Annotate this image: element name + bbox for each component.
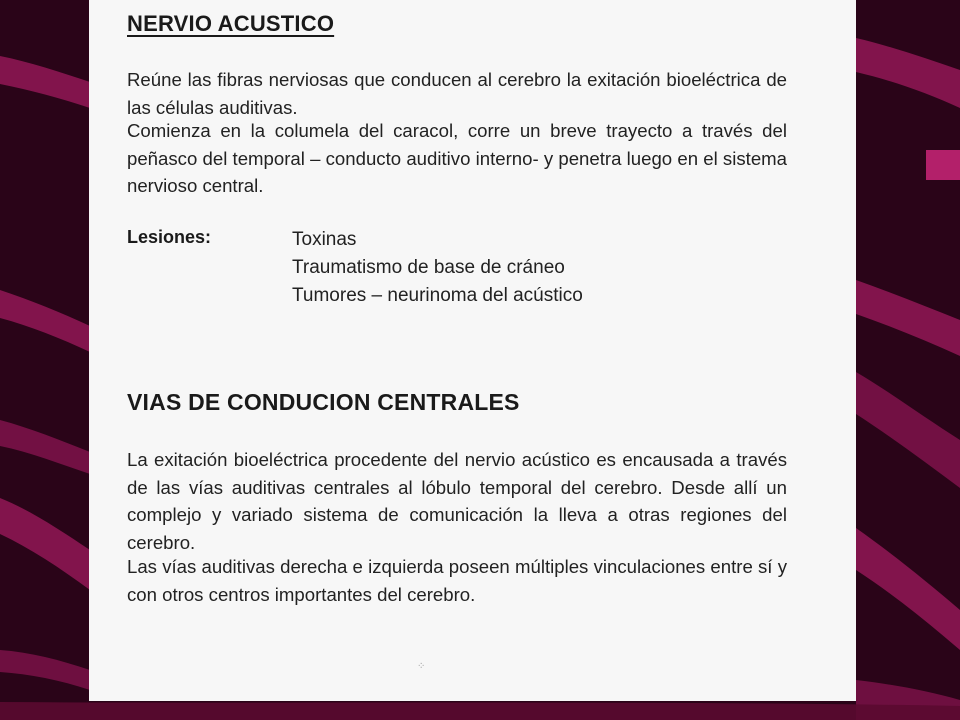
- lesion-item: Traumatismo de base de cráneo: [292, 257, 565, 278]
- paragraph-vias-description: La exitación bioeléctrica procedente del nervio acústico es encausada a través de las vías auditivas centrales al lóbulo temporal del cerebro. Desde allí un complejo y variado sistema de comunicación la lleva a otras regiones del cerebro.: [127, 449, 787, 553]
- section-title-nervio-acustico: NERVIO ACUSTICO: [127, 11, 335, 36]
- scanned-page: [89, 0, 856, 701]
- paragraph-nervio-path: Comienza en la columela del caracol, corre un breve trayecto a través del peñasco del temporal – conducto auditivo interno- y penetra luego en el sistema nervioso central.: [127, 120, 787, 196]
- section-title-vias-conducion: VIAS DE CONDUCION CENTRALES: [127, 389, 520, 415]
- lesion-item: Toxinas: [292, 229, 357, 250]
- lesiones-list: [292, 226, 583, 310]
- scan-speck: ⁘: [417, 661, 426, 672]
- paragraph-nervio-description: Reúne las fibras nerviosas que conducen al cerebro la exitación bioeléctrica de las células auditivas.: [127, 69, 787, 118]
- lesiones-label: Lesiones:: [127, 227, 212, 247]
- paragraph-vias-connections: Las vías auditivas derecha e izquierda poseen múltiples vinculaciones entre sí y con otros centros importantes del cerebro.: [127, 556, 787, 605]
- lesion-item: Tumores – neurinoma del acústico: [292, 285, 583, 306]
